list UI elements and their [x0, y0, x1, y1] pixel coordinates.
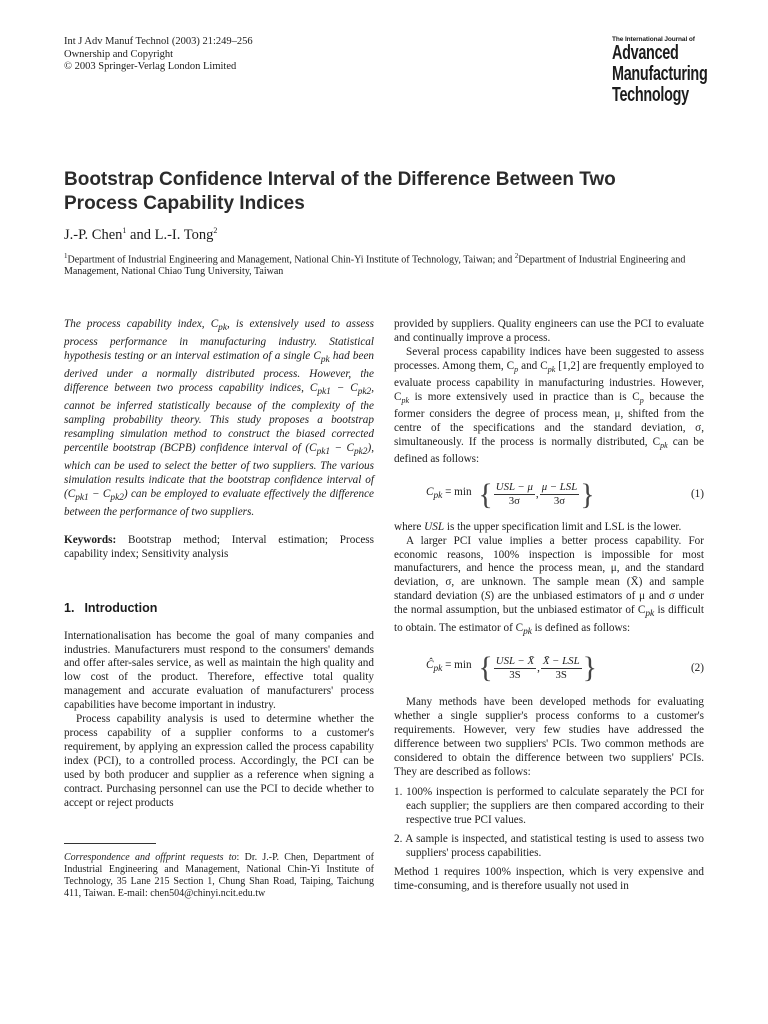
sub-text: p: [514, 364, 519, 374]
sub-text: pk: [660, 440, 668, 450]
journal-logo-word-1: Advanced: [612, 42, 679, 64]
abstract-sub: pk1: [316, 447, 331, 458]
right-paragraph-2: [394, 346, 704, 467]
text: because the former considers the degree of process mean, μ, shifted from the centre of the specifications and the standard deviation, σ, simultaneously. If the process is normally distributed, C: [394, 390, 704, 448]
abstract-text: − C: [330, 441, 354, 454]
abstract-sub: pk1: [75, 493, 89, 504]
comma: ,: [535, 487, 539, 500]
abstract-text: , cannot be inferred statistically because of the complexity of the sampling probability theory. This study proposes a bootstrap resampling simulation method to construct the biased corrected percentile bootstrap (BCPB) confidence interval of (C: [64, 382, 374, 454]
author-2-sup: 2: [213, 226, 218, 235]
denominator: 3S: [509, 668, 521, 681]
affil-text-1: Department of Industrial Engineering and Management, National Chin-Yi Institute of Technology, Taiwan; and: [67, 254, 515, 266]
denominator: 3S: [555, 668, 567, 681]
abstract-text: ), which can be used to select the better of two suppliers. The various simulation results indicate that the bootstrap confidence interval of (C: [64, 441, 374, 500]
correspondence-footnote: [64, 852, 374, 900]
text: A larger PCI value implies a better process capability. For economic reasons, 100% inspection is impossible for most manufacturers, and hence the process mean, μ, and the standard deviation, σ, are unknown. The sample mean (X̄) and sample standard deviation (: [394, 534, 704, 603]
left-brace-icon: {: [478, 477, 493, 511]
text: Several process capability indices have been suggested to assess processes. Among them, C: [394, 345, 704, 372]
italic-text: USL: [424, 520, 445, 533]
journal-logo-tagline: The International Journal of: [612, 36, 695, 43]
footnote-label: Correspondence and offprint requests to: [64, 852, 237, 863]
text: is difficult to obtain. The estimator of C: [394, 604, 705, 635]
left-brace-icon: {: [478, 651, 493, 685]
right-brace-icon: }: [582, 651, 597, 685]
abstract-sub: pk: [320, 355, 330, 366]
text: and C: [518, 359, 548, 372]
right-brace-icon: }: [580, 477, 595, 511]
equation-number: (2): [690, 661, 704, 674]
numerator: μ − LSL: [541, 481, 578, 494]
list-item: 1. 100% inspection is performed to calculate separately the PCI for each supplier; the suppliers are then compared according to their respective true PCI values.: [394, 785, 704, 826]
equation-rhs: [478, 653, 597, 683]
abstract-text: − C: [330, 382, 358, 395]
fraction: [540, 481, 580, 508]
authors-and: and: [126, 226, 155, 243]
copyright-line: © 2003 Springer-Verlag London Limited: [64, 61, 237, 72]
eq-symbol: Ĉ: [426, 659, 434, 672]
abstract-text: − C: [88, 487, 111, 500]
section-number: 1.: [64, 600, 75, 615]
methods-list: [394, 786, 704, 861]
ownership-line: Ownership and Copyright: [64, 48, 174, 60]
abstract-text: ) can be employed to evaluate effectively the difference between the performance of two suppliers.: [64, 487, 375, 519]
affil-sup-1: 1: [64, 252, 68, 260]
intro-paragraph-1: Internationalisation has become the goal of many companies and industries. Manufacturers must respond to the consumers' demands and offer after-sales service, as well as maintain the high quality and low cost of the product. Therefore, effective total quality management and accurate evaluation of manufacturers' process capabilities have become important in industry.: [64, 629, 374, 712]
sub-text: pk: [547, 364, 556, 374]
abstract: [64, 318, 374, 520]
text: where: [394, 520, 425, 533]
sub-text: pk: [523, 627, 532, 638]
title-line-1: Bootstrap Confidence Interval of the Difference Between Two: [64, 169, 616, 190]
title-line-2: Process Capability Indices: [64, 193, 305, 214]
equation-number: (1): [690, 487, 704, 500]
text: is the upper specification limit and LSL is the lower.: [444, 520, 682, 533]
keywords: [64, 534, 374, 562]
right-paragraph-3: [394, 521, 704, 535]
abstract-sub: pk1: [317, 387, 331, 398]
abstract-sub: pk2: [354, 447, 368, 458]
right-paragraph-6: Method 1 requires 100% inspection, which is very expensive and time-consuming, and is therefore usually not used in: [394, 866, 704, 893]
list-item: 2. A sample is inspected, and statistical testing is used to assess two suppliers' process capabilities.: [394, 832, 704, 859]
right-paragraph-5: Many methods have been developed methods for evaluating whether a single supplier's process conforms to a customer's requirements. However, very few studies have addressed the difference between two suppliers' PCIs. Two common methods are considered to obtain the difference between two suppliers' PCIs. They are described as follows:: [394, 696, 704, 779]
keywords-text: Bootstrap method; Interval estimation; Process capability index; Sensitivity analysis: [64, 533, 374, 560]
right-paragraph-1: provided by suppliers. Quality engineers can use the PCI to evaluate and continually improve a process.: [394, 318, 704, 344]
abstract-sub: pk2: [110, 493, 124, 504]
right-column: [394, 318, 704, 894]
text: can be defined as follows:: [394, 435, 704, 465]
fraction: [494, 481, 535, 508]
author-1: J.-P. Chen: [64, 226, 123, 243]
author-2: L.-I. Tong: [154, 226, 214, 243]
authors: [64, 226, 217, 244]
section-title: Introduction: [84, 600, 158, 615]
paper-title: [64, 168, 684, 216]
comma: ,: [537, 661, 540, 674]
text: is more extensively used in practice than is C: [409, 390, 640, 403]
italic-text: S: [484, 590, 491, 603]
equation-1: [394, 475, 704, 515]
abstract-sub: pk: [218, 323, 227, 334]
affiliations: [64, 250, 704, 278]
numerator: USL − μ: [495, 481, 533, 494]
section-heading-introduction: [64, 602, 374, 616]
affil-text-2: Department of Industrial Engineering and Management, National Chiao Tung University, Taiwan: [64, 254, 686, 278]
journal-logo: [612, 36, 708, 106]
numerator: USL − X̄: [495, 654, 535, 667]
denominator: 3σ: [553, 495, 566, 508]
abstract-sub: pk2: [357, 387, 372, 398]
left-column: [64, 318, 374, 810]
text: [1,2] are frequently employed to evaluate process capability in manufacturing industries. However, C: [394, 359, 705, 403]
numerator: X̄ − LSL: [542, 654, 580, 667]
equation-2: [394, 648, 704, 688]
citation-header: [64, 36, 253, 74]
fraction: [494, 655, 536, 682]
journal-logo-word-3: Technology: [612, 84, 689, 106]
text: ) are the unbiased estimators of μ and σ under the normal assumption, but the unbiased estimator of C: [394, 590, 704, 617]
abstract-text: had been derived under a normally distributed process. However, the difference between two process capability indices, C: [64, 350, 375, 395]
eq-min: = min: [442, 485, 475, 498]
keywords-label: Keywords:: [64, 533, 117, 546]
sub-text: p: [639, 396, 644, 405]
text: is defined as follows:: [531, 622, 631, 635]
eq-min: = min: [442, 659, 475, 672]
abstract-text: , is extensively used to assess process performance in manufacturing industry. Statistical hypothesis testing or an interval estimation of a single C: [64, 318, 374, 363]
footnote-text: : Dr. J.-P. Chen, Department of Industrial Engineering and Management, National Chin-Yi Institute of Technology, 35 Lane 215 Section 1, Chung Shan Road, Taiping, Taichung 411, Taiwan. E-mail: chen504@chinyi.ncit.edu.tw: [64, 852, 374, 899]
denominator: 3σ: [508, 495, 520, 508]
abstract-text: The process capability index, C: [64, 318, 219, 330]
citation-line: Int J Adv Manuf Technol (2003) 21:249–256: [64, 36, 253, 47]
equation-lhs: [426, 486, 474, 504]
fraction: [541, 655, 582, 682]
equation-rhs: [478, 477, 595, 511]
journal-logo-word-2: Manufacturing: [612, 63, 708, 85]
intro-paragraph-2: Process capability analysis is used to determine whether the process capability of a supplier conforms to a customer's requirement, by applying an expression called the process capability index (PCI), to a controlled process. Accordingly, the PCI can be used by both producer and supplier as a reference when signing a contract. Purchasing personnel can use the PCI to decide whether to accept or reject products: [64, 713, 374, 809]
sub-text: pk: [645, 609, 655, 620]
affil-sup-2: 2: [514, 252, 519, 260]
author-1-sup: 1: [122, 226, 127, 235]
eq-symbol: C: [426, 485, 434, 498]
right-paragraph-4: [394, 535, 704, 641]
eq-sub: pk: [433, 664, 443, 675]
sub-text: pk: [401, 396, 410, 405]
equation-lhs: [426, 659, 474, 677]
eq-sub: pk: [433, 490, 443, 501]
footnote-rule: [64, 843, 156, 844]
